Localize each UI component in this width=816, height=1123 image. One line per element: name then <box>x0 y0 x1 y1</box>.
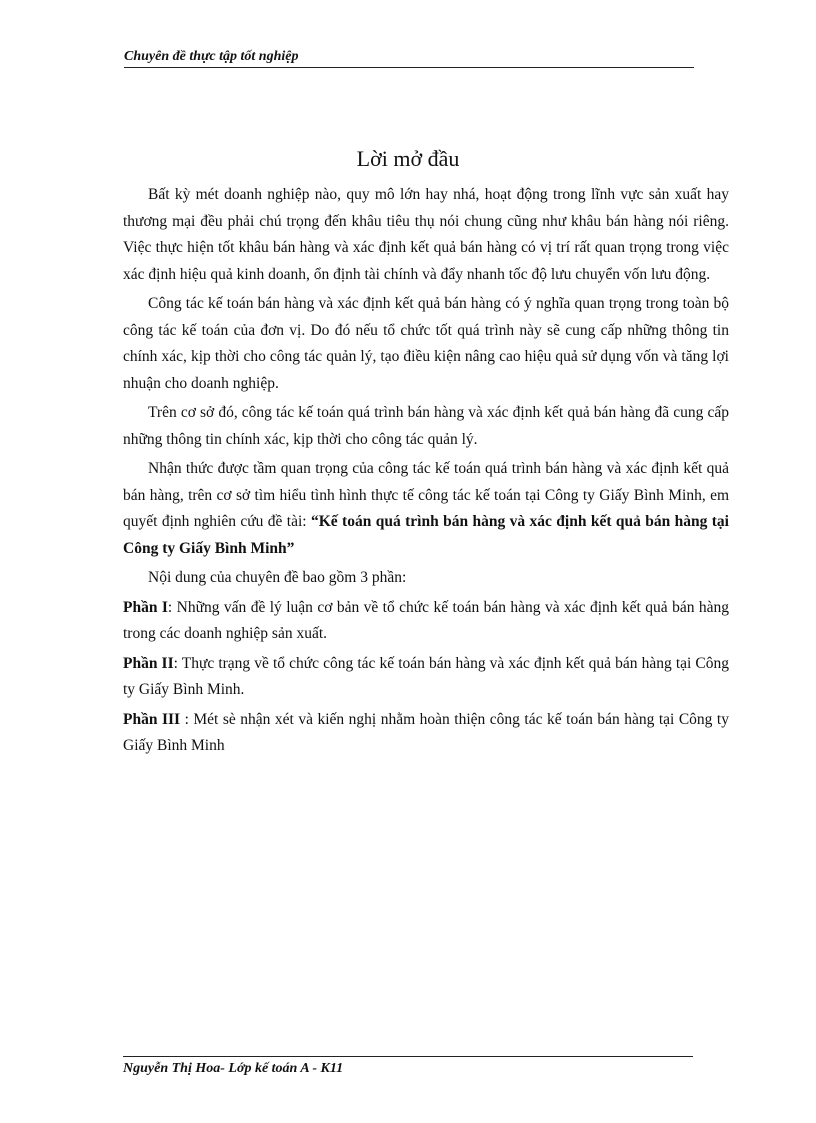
page-header: Chuyên đề thực tập tốt nghiệp <box>124 49 694 68</box>
page-title: Lời mở đầu <box>356 146 460 171</box>
topic-title: “Kế toán quá trình bán hàng và xác định kết quả bán hàng tại Công ty Giấy Bình Minh” <box>123 513 729 557</box>
paragraph-contents: Nội dung của chuyên đề bao gồm 3 phần: <box>148 569 407 586</box>
paragraph-intro: Bất kỳ mét doanh nghiệp nào, quy mô lớn hay nhá, hoạt động trong lĩnh vực sản xuất hay thương mại đều phải chú trọng đến khâu tiêu thụ nói chung cũng như khâu bán hàng nói riêng. Việc thực hiện tốt khâu bán hàng và xác định kết quả bán hàng có vị trí rất quan trọng trong việc xác định hiệu quả kinh doanh, ổn định tài chính và đẩy nhanh tốc độ lưu chuyển vốn lưu động. <box>123 186 729 283</box>
part-label: Phần I <box>123 598 168 616</box>
footer-divider <box>123 1056 693 1057</box>
part-label: Phần II <box>123 654 174 672</box>
part-item <box>123 595 729 648</box>
part-text: : Những vấn đề lý luận cơ bản về tổ chức kế toán bán hàng và xác định kết quả bán hàng trong các doanh nghiệp sản xuất. <box>123 598 729 642</box>
paragraph-importance: Công tác kế toán bán hàng và xác định kết quả bán hàng có ý nghĩa quan trọng trong toàn bộ công tác kế toán của đơn vị. Do đó nếu tổ chức tốt quá trình này sẽ cung cấp những thông tin chính xác, kịp thời cho công tác quản lý, tạo điều kiện nâng cao hiệu quả sử dụng vốn và tăng lợi nhuận cho doanh nghiệp. <box>123 295 729 392</box>
paragraph-topic <box>123 456 729 562</box>
document-body <box>123 182 729 763</box>
part-text: : Mét sè nhận xét và kiến nghị nhằm hoàn thiện công tác kế toán bán hàng tại Công ty Giấy Bình Minh <box>123 710 729 754</box>
topic-lead-text: Nhận thức được tầm quan trọng của công tác kế toán quá trình bán hàng và xác định kết quả bán hàng, trên cơ sở tìm hiểu tình hình thực tế công tác kế toán tại Công ty Giấy Bình Minh, em quyết định nghiên cứu đề tài: <box>123 460 729 530</box>
paragraph-basis: Trên cơ sở đó, công tác kế toán quá trình bán hàng và xác định kết quả bán hàng đã cung cấp những thông tin chính xác, kịp thời cho công tác quản lý. <box>123 404 729 448</box>
page-footer: Nguyễn Thị Hoa- Lớp kế toán A - K11 <box>123 1061 344 1076</box>
part-text: : Thực trạng về tổ chức công tác kế toán bán hàng và xác định kết quả bán hàng tại Công ty Giấy Bình Minh. <box>123 654 730 698</box>
part-label: Phần III <box>123 710 181 728</box>
part-item <box>123 651 729 704</box>
part-item <box>123 707 729 760</box>
